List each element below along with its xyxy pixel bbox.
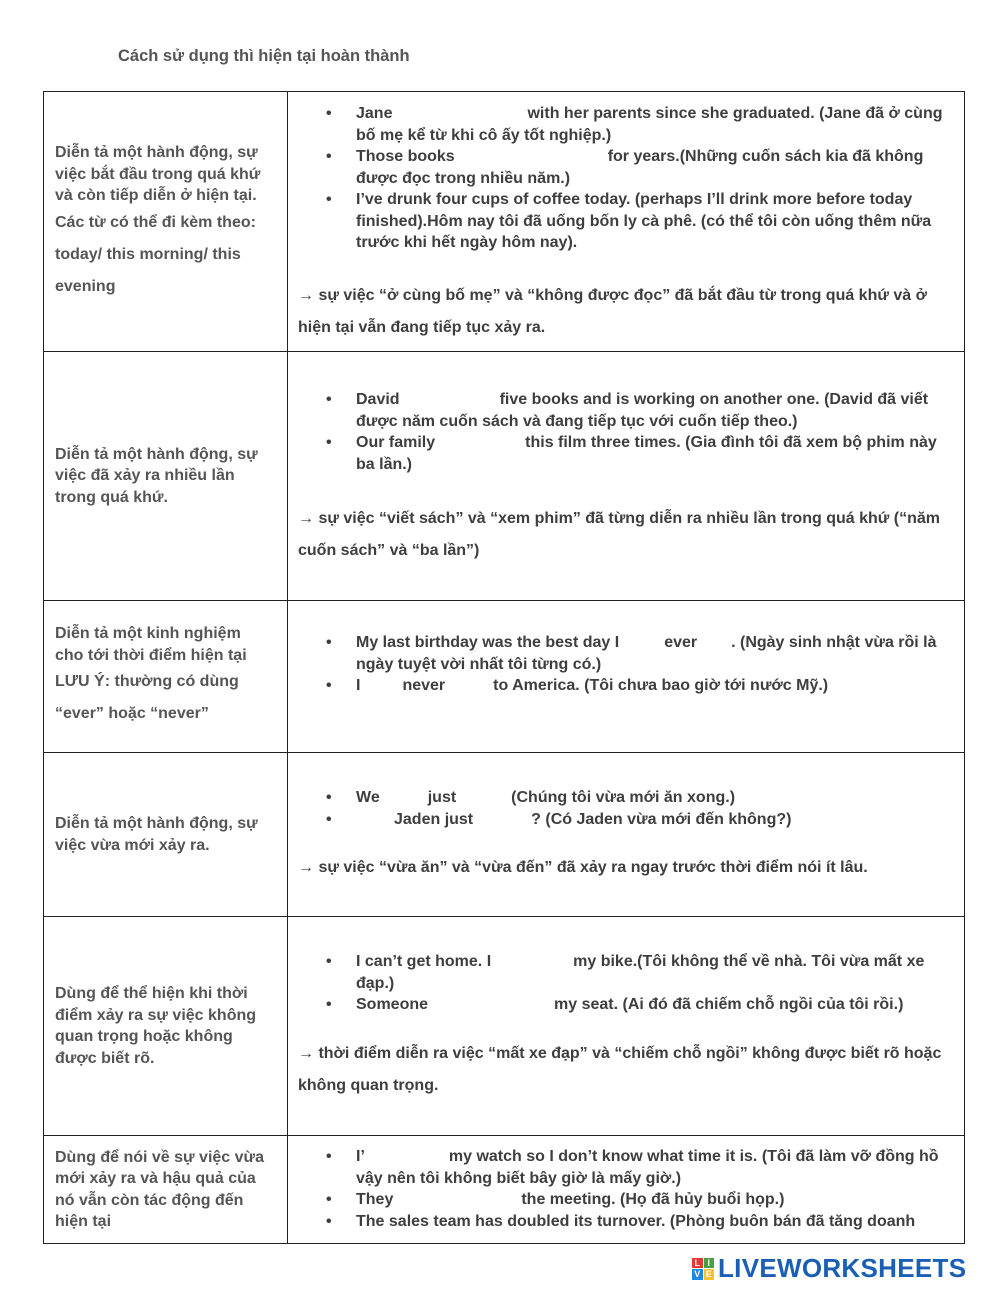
usage-description bbox=[44, 352, 288, 600]
examples-cell bbox=[288, 753, 965, 916]
examples-cell bbox=[288, 92, 965, 351]
example-item: • I’ my watch so I don’t know what time it is. (Tôi đã làm vỡ đồng hồ vậy nên tôi không biết bây giờ là mấy giờ.) bbox=[356, 1146, 952, 1189]
example-list bbox=[298, 787, 952, 830]
example-item: • We just (Chúng tôi vừa mới ăn xong.) bbox=[356, 787, 952, 809]
example-item: • Jane with her parents since she graduated. (Jane đã ở cùng bố mẹ kể từ khi cô ấy tốt nghiệp.) bbox=[356, 103, 952, 146]
example-list bbox=[298, 951, 952, 1016]
examples-cell bbox=[288, 601, 965, 752]
usage-text: Diễn tả một hành động, sự việc đã xảy ra nhiều lần trong quá khứ. bbox=[55, 445, 258, 506]
usage-keywords: evening bbox=[55, 277, 116, 295]
table-row bbox=[44, 352, 965, 601]
table-row bbox=[44, 917, 965, 1136]
example-item: • They the meeting. (Họ đã hủy buổi họp.) bbox=[356, 1189, 952, 1211]
examples-cell bbox=[288, 352, 965, 600]
logo-text: LIVEWORKSHEETS bbox=[718, 1253, 967, 1283]
table-row bbox=[44, 1136, 965, 1244]
usage-text: Diễn tả một hành động, sự việc vừa mới xảy ra. bbox=[55, 815, 258, 854]
explanation-note: → sự việc “viết sách” và “xem phim” đã từng diễn ra nhiều lần trong quá khứ (“năm cuốn sách” và “ba lần”) bbox=[298, 510, 941, 559]
example-list bbox=[298, 389, 952, 475]
example-item: • Those books for years.(Những cuốn sách kia đã không được đọc trong nhiều năm.) bbox=[356, 146, 952, 189]
usage-description bbox=[44, 601, 288, 752]
example-list bbox=[298, 103, 952, 254]
usage-keywords: “ever” hoặc “never” bbox=[55, 705, 209, 722]
usage-text: Dùng để thể hiện khi thời điểm xảy ra sự việc không quan trọng hoặc không được biết rõ. bbox=[55, 985, 257, 1067]
example-list bbox=[298, 632, 952, 697]
table-row bbox=[44, 601, 965, 753]
usage-note-label: LƯU Ý: thường có dùng bbox=[55, 673, 239, 690]
example-item: • David five books and is working on another one. (David đã viết được năm cuốn sách và đang tiếp tục với cuốn tiếp theo.) bbox=[356, 389, 952, 432]
usage-description bbox=[44, 92, 288, 351]
page-title: Cách sử dụng thì hiện tại hoàn thành bbox=[118, 47, 410, 65]
explanation-note: → thời điểm diễn ra việc “mất xe đạp” và “chiếm chỗ ngồi” không được biết rõ hoặc không quan trọng. bbox=[298, 1044, 942, 1094]
examples-cell bbox=[288, 1136, 965, 1243]
usage-text: Dùng để nói về sự việc vừa mới xảy ra và hậu quả của nó vẫn còn tác động đến hiện tại bbox=[55, 1148, 265, 1230]
usage-description bbox=[44, 753, 288, 916]
example-item: • I’ve drunk four cups of coffee today. (perhaps I’ll drink more before today finished).Hôm nay tôi đã uống bốn ly cà phê. (có thể tôi còn uống thêm nữa trước khi hết ngày hôm nay). bbox=[356, 189, 952, 254]
example-item: • I never to America. (Tôi chưa bao giờ tới nước Mỹ.) bbox=[356, 675, 952, 697]
logo-mark-icon: L I V E bbox=[692, 1258, 714, 1280]
examples-cell bbox=[288, 917, 965, 1135]
example-item: • Jaden just ? (Có Jaden vừa mới đến không?) bbox=[356, 809, 952, 831]
usage-description bbox=[44, 1136, 288, 1243]
example-item: • I can’t get home. I my bike.(Tôi không thể về nhà. Tôi vừa mất xe đạp.) bbox=[356, 951, 952, 994]
explanation-note: → sự việc “vừa ăn” và “vừa đến” đã xảy ra ngay trước thời điểm nói ít lâu. bbox=[298, 859, 868, 876]
table-row bbox=[44, 753, 965, 917]
explanation-note: → sự việc “ở cùng bố mẹ” và “không được đọc” đã bắt đầu từ trong quá khứ và ở hiện tại vẫn đang tiếp tục xảy ra. bbox=[298, 286, 927, 336]
usage-keywords: today/ this morning/ this bbox=[55, 245, 241, 263]
usage-description bbox=[44, 917, 288, 1135]
example-item: • The sales team has doubled its turnover. (Phòng buôn bán đã tăng doanh bbox=[356, 1211, 952, 1233]
usage-text: Diễn tả một hành động, sự việc bắt đầu trong quá khứ và còn tiếp diễn ở hiện tại. bbox=[55, 144, 261, 204]
usage-note-label: Các từ có thể đi kèm theo: bbox=[55, 213, 256, 231]
example-item: • Our family this film three times. (Gia đình tôi đã xem bộ phim này ba lần.) bbox=[356, 432, 952, 475]
example-item: • My last birthday was the best day I ever . (Ngày sinh nhật vừa rồi là ngày tuyệt vời nhất tôi từng có.) bbox=[356, 632, 952, 675]
usage-table bbox=[43, 91, 965, 1244]
example-list bbox=[298, 1146, 952, 1232]
table-row bbox=[44, 92, 965, 352]
usage-text: Diễn tả một kinh nghiệm cho tới thời điểm hiện tại bbox=[55, 625, 247, 664]
example-item: • Someone my seat. (Ai đó đã chiếm chỗ ngồi của tôi rồi.) bbox=[356, 994, 952, 1016]
liveworksheets-logo bbox=[692, 1253, 966, 1284]
